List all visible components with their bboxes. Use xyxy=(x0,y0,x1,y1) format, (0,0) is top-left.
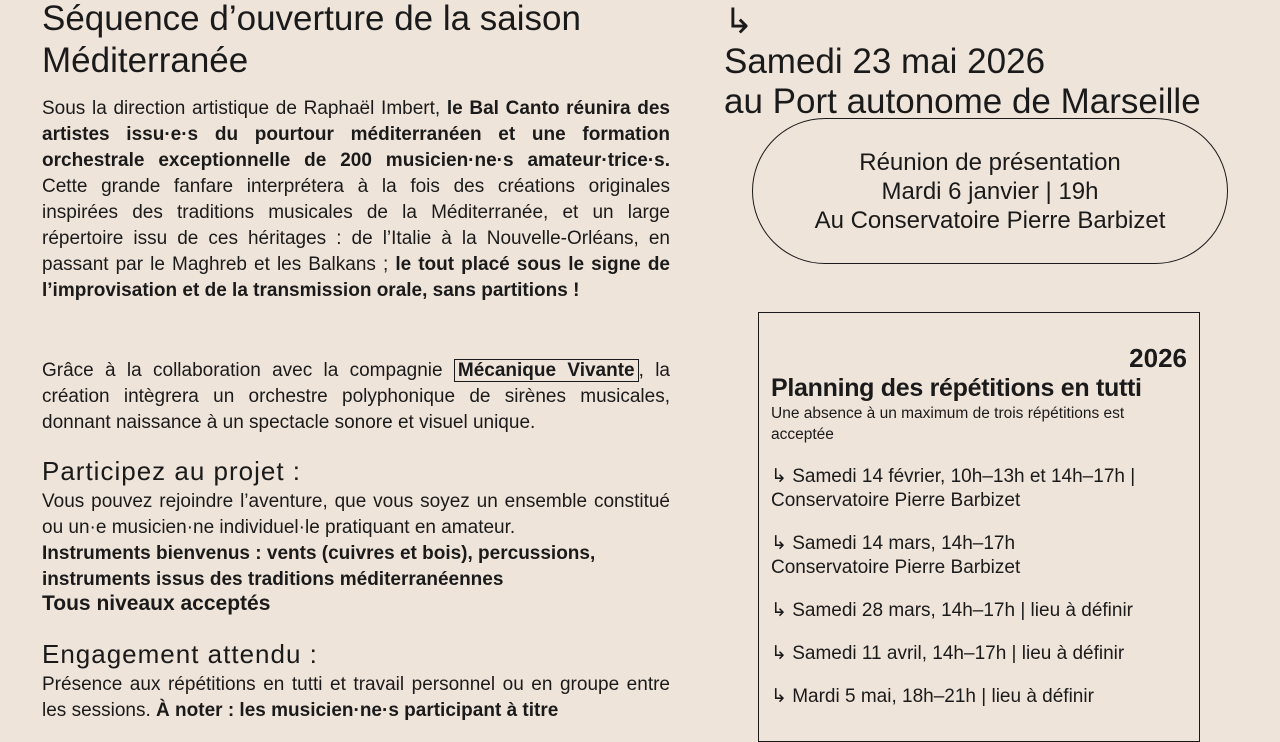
session-item xyxy=(771,532,1187,580)
intro-paragraph xyxy=(42,96,670,304)
meeting-line-2: Mardi 6 janvier | 19h xyxy=(881,177,1099,205)
session-text: Mardi 5 mai, 18h–21h | lieu à définir xyxy=(792,686,1094,707)
rehearsal-planning xyxy=(758,312,1200,742)
commitment-text-a: Présence aux répétitions en tutti et travail personnel ou en groupe entre les sessions. xyxy=(42,674,670,721)
session-text: Samedi 28 mars, 14h–17h | lieu à définir xyxy=(792,600,1134,621)
session-line-2: Conservatoire Pierre Barbizet xyxy=(771,557,1021,578)
arrow-icon: ↳ xyxy=(771,600,787,621)
meeting-line-1: Réunion de présentation xyxy=(859,148,1121,176)
session-text: Samedi 11 avril, 14h–17h | lieu à définir xyxy=(792,643,1125,664)
instruments-paragraph: Instruments bienvenus : vents (cuivres et bois), percussions, instruments issus des traditions méditerranéennes xyxy=(42,543,596,590)
arrow-icon: ↳ xyxy=(771,466,787,487)
arrow-icon: ↳ xyxy=(771,686,787,707)
session-line-1 xyxy=(771,532,1187,556)
commitment-paragraph xyxy=(42,672,670,724)
date-line-1 xyxy=(724,2,1201,82)
intro-bold-b: le Bal Canto réunira des artistes issu·e·s du pourtour méditerranéen et une formation orchestrale exceptionnelle de 200 musicien·ne·s amateur·trice·s. xyxy=(42,98,670,171)
date-line-2: au Port autonome de Marseille xyxy=(724,82,1201,121)
session-line-2: Conservatoire Pierre Barbizet xyxy=(771,490,1021,511)
arrow-icon: ↳ xyxy=(771,533,787,554)
collab-text-a: Grâce à la collaboration avec la compagnie xyxy=(42,360,454,381)
event-date xyxy=(724,2,1201,122)
planning-year: 2026 xyxy=(1129,343,1187,373)
commitment-note: À noter : les musicien·ne·s participant à titre xyxy=(156,700,559,721)
title-line-2: Méditerranée xyxy=(42,41,249,80)
collab-text-c: , la création intègrera un orchestre polyphonique de sirènes musicales, donnant naissance à un spectacle sonore et visuel unique. xyxy=(42,360,671,433)
session-item xyxy=(771,465,1187,513)
intro-text-a: Sous la direction artistique de Raphaël Imbert, xyxy=(42,98,447,119)
page-title xyxy=(42,0,682,82)
date-text: Samedi 23 mai 2026 xyxy=(724,42,1046,81)
levels-paragraph: Tous niveaux acceptés xyxy=(42,592,271,615)
section-participate: Participez au projet : xyxy=(42,456,302,486)
meeting-line-3: Au Conservatoire Pierre Barbizet xyxy=(814,206,1166,234)
session-item xyxy=(771,599,1187,623)
session-line-1 xyxy=(771,642,1187,666)
session-item xyxy=(771,642,1187,666)
company-link[interactable]: Mécanique Vivante xyxy=(454,359,639,382)
session-item xyxy=(771,685,1187,709)
intro-text-c: Cette grande fanfare interprétera à la fois des créations originales inspirées des traditions musicales de la Méditerranée, et un large répertoire issu de ces héritages : de l’Italie à la Nouvelle-Orléans, en passant par le Maghreb et les Balkans ; xyxy=(42,176,670,275)
collab-paragraph xyxy=(42,358,670,436)
session-line-1 xyxy=(771,599,1187,623)
section-commitment: Engagement attendu : xyxy=(42,639,318,669)
session-text: Samedi 14 mars, 14h–17h xyxy=(792,533,1016,554)
planning-title: Planning des répétitions en tutti xyxy=(771,374,1142,402)
title-line-1: Séquence d’ouverture de la saison xyxy=(42,0,581,38)
intro-bold-d: le tout placé sous le signe de l’improvisation et de la transmission orale, sans partitions ! xyxy=(42,254,670,301)
meeting-pill xyxy=(752,118,1228,264)
participate-paragraph: Vous pouvez rejoindre l’aventure, que vous soyez un ensemble constitué ou un·e musicien·ne individuel·le pratiquant en amateur. xyxy=(42,491,670,538)
session-line-1 xyxy=(771,685,1187,709)
arrow-icon: ↳ xyxy=(771,643,787,664)
session-text: Samedi 14 février, 10h–13h et 14h–17h | xyxy=(792,466,1136,487)
session-line-1 xyxy=(771,465,1187,489)
planning-subtitle: Une absence à un maximum de trois répétitions est acceptée xyxy=(771,405,1125,443)
arrow-icon: ↳ xyxy=(724,2,754,41)
